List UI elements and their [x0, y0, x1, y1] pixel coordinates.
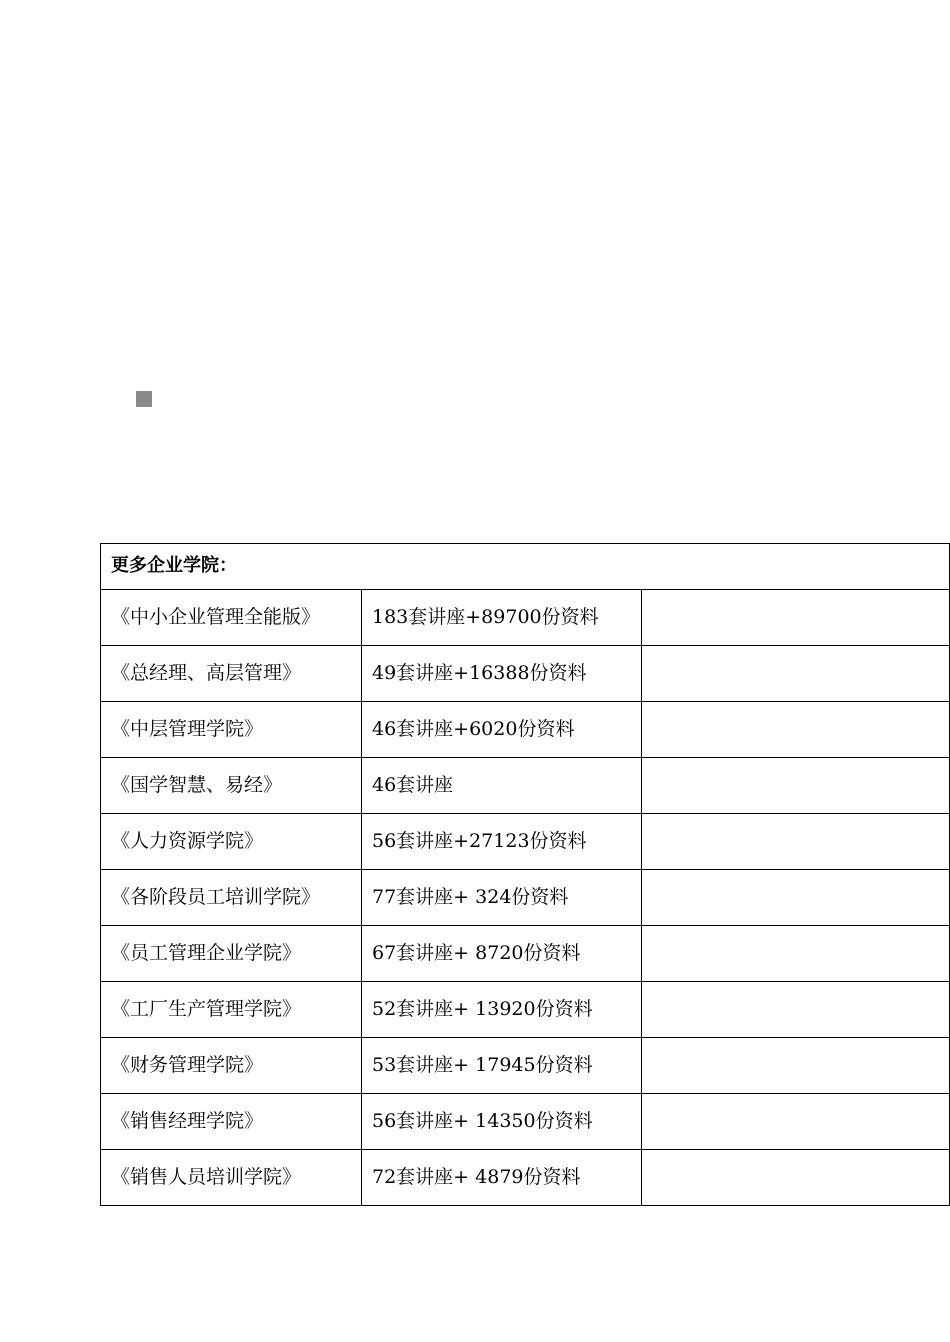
academy-name: 《工厂生产管理学院》 [101, 982, 362, 1038]
table-row [101, 926, 950, 982]
academy-content: 67套讲座+ 8720份资料 [362, 926, 642, 982]
academy-extra [642, 1038, 950, 1094]
academy-extra [642, 814, 950, 870]
academy-content: 49套讲座+16388份资料 [362, 646, 642, 702]
academy-name: 《人力资源学院》 [101, 814, 362, 870]
academy-content: 183套讲座+89700份资料 [362, 590, 642, 646]
academy-name: 《销售人员培训学院》 [101, 1150, 362, 1206]
table-title-row [101, 544, 950, 590]
academy-extra [642, 982, 950, 1038]
academy-name: 《中层管理学院》 [101, 702, 362, 758]
table-row [101, 702, 950, 758]
table-title: 更多企业学院： [101, 544, 950, 590]
academy-name: 《财务管理学院》 [101, 1038, 362, 1094]
academy-name: 《国学智慧、易经》 [101, 758, 362, 814]
academy-name: 《员工管理企业学院》 [101, 926, 362, 982]
academy-table [100, 543, 950, 1206]
table-row [101, 1150, 950, 1206]
table-row [101, 1038, 950, 1094]
academy-name: 《中小企业管理全能版》 [101, 590, 362, 646]
academy-content: 77套讲座+ 324份资料 [362, 870, 642, 926]
academy-content: 56套讲座+27123份资料 [362, 814, 642, 870]
academy-extra [642, 758, 950, 814]
academy-extra [642, 870, 950, 926]
table-row [101, 646, 950, 702]
academy-content: 46套讲座 [362, 758, 642, 814]
academy-extra [642, 1150, 950, 1206]
academy-content: 56套讲座+ 14350份资料 [362, 1094, 642, 1150]
gray-square-bullet [136, 391, 152, 407]
table-row [101, 982, 950, 1038]
table-row [101, 758, 950, 814]
table-row [101, 814, 950, 870]
table-row [101, 1094, 950, 1150]
academy-name: 《总经理、高层管理》 [101, 646, 362, 702]
academy-extra [642, 702, 950, 758]
academy-extra [642, 1094, 950, 1150]
academy-content: 52套讲座+ 13920份资料 [362, 982, 642, 1038]
academy-extra [642, 926, 950, 982]
academy-content: 46套讲座+6020份资料 [362, 702, 642, 758]
academy-content: 53套讲座+ 17945份资料 [362, 1038, 642, 1094]
academy-content: 72套讲座+ 4879份资料 [362, 1150, 642, 1206]
table-row [101, 590, 950, 646]
academy-name: 《各阶段员工培训学院》 [101, 870, 362, 926]
academy-name: 《销售经理学院》 [101, 1094, 362, 1150]
table-row [101, 870, 950, 926]
academy-extra [642, 590, 950, 646]
academy-extra [642, 646, 950, 702]
